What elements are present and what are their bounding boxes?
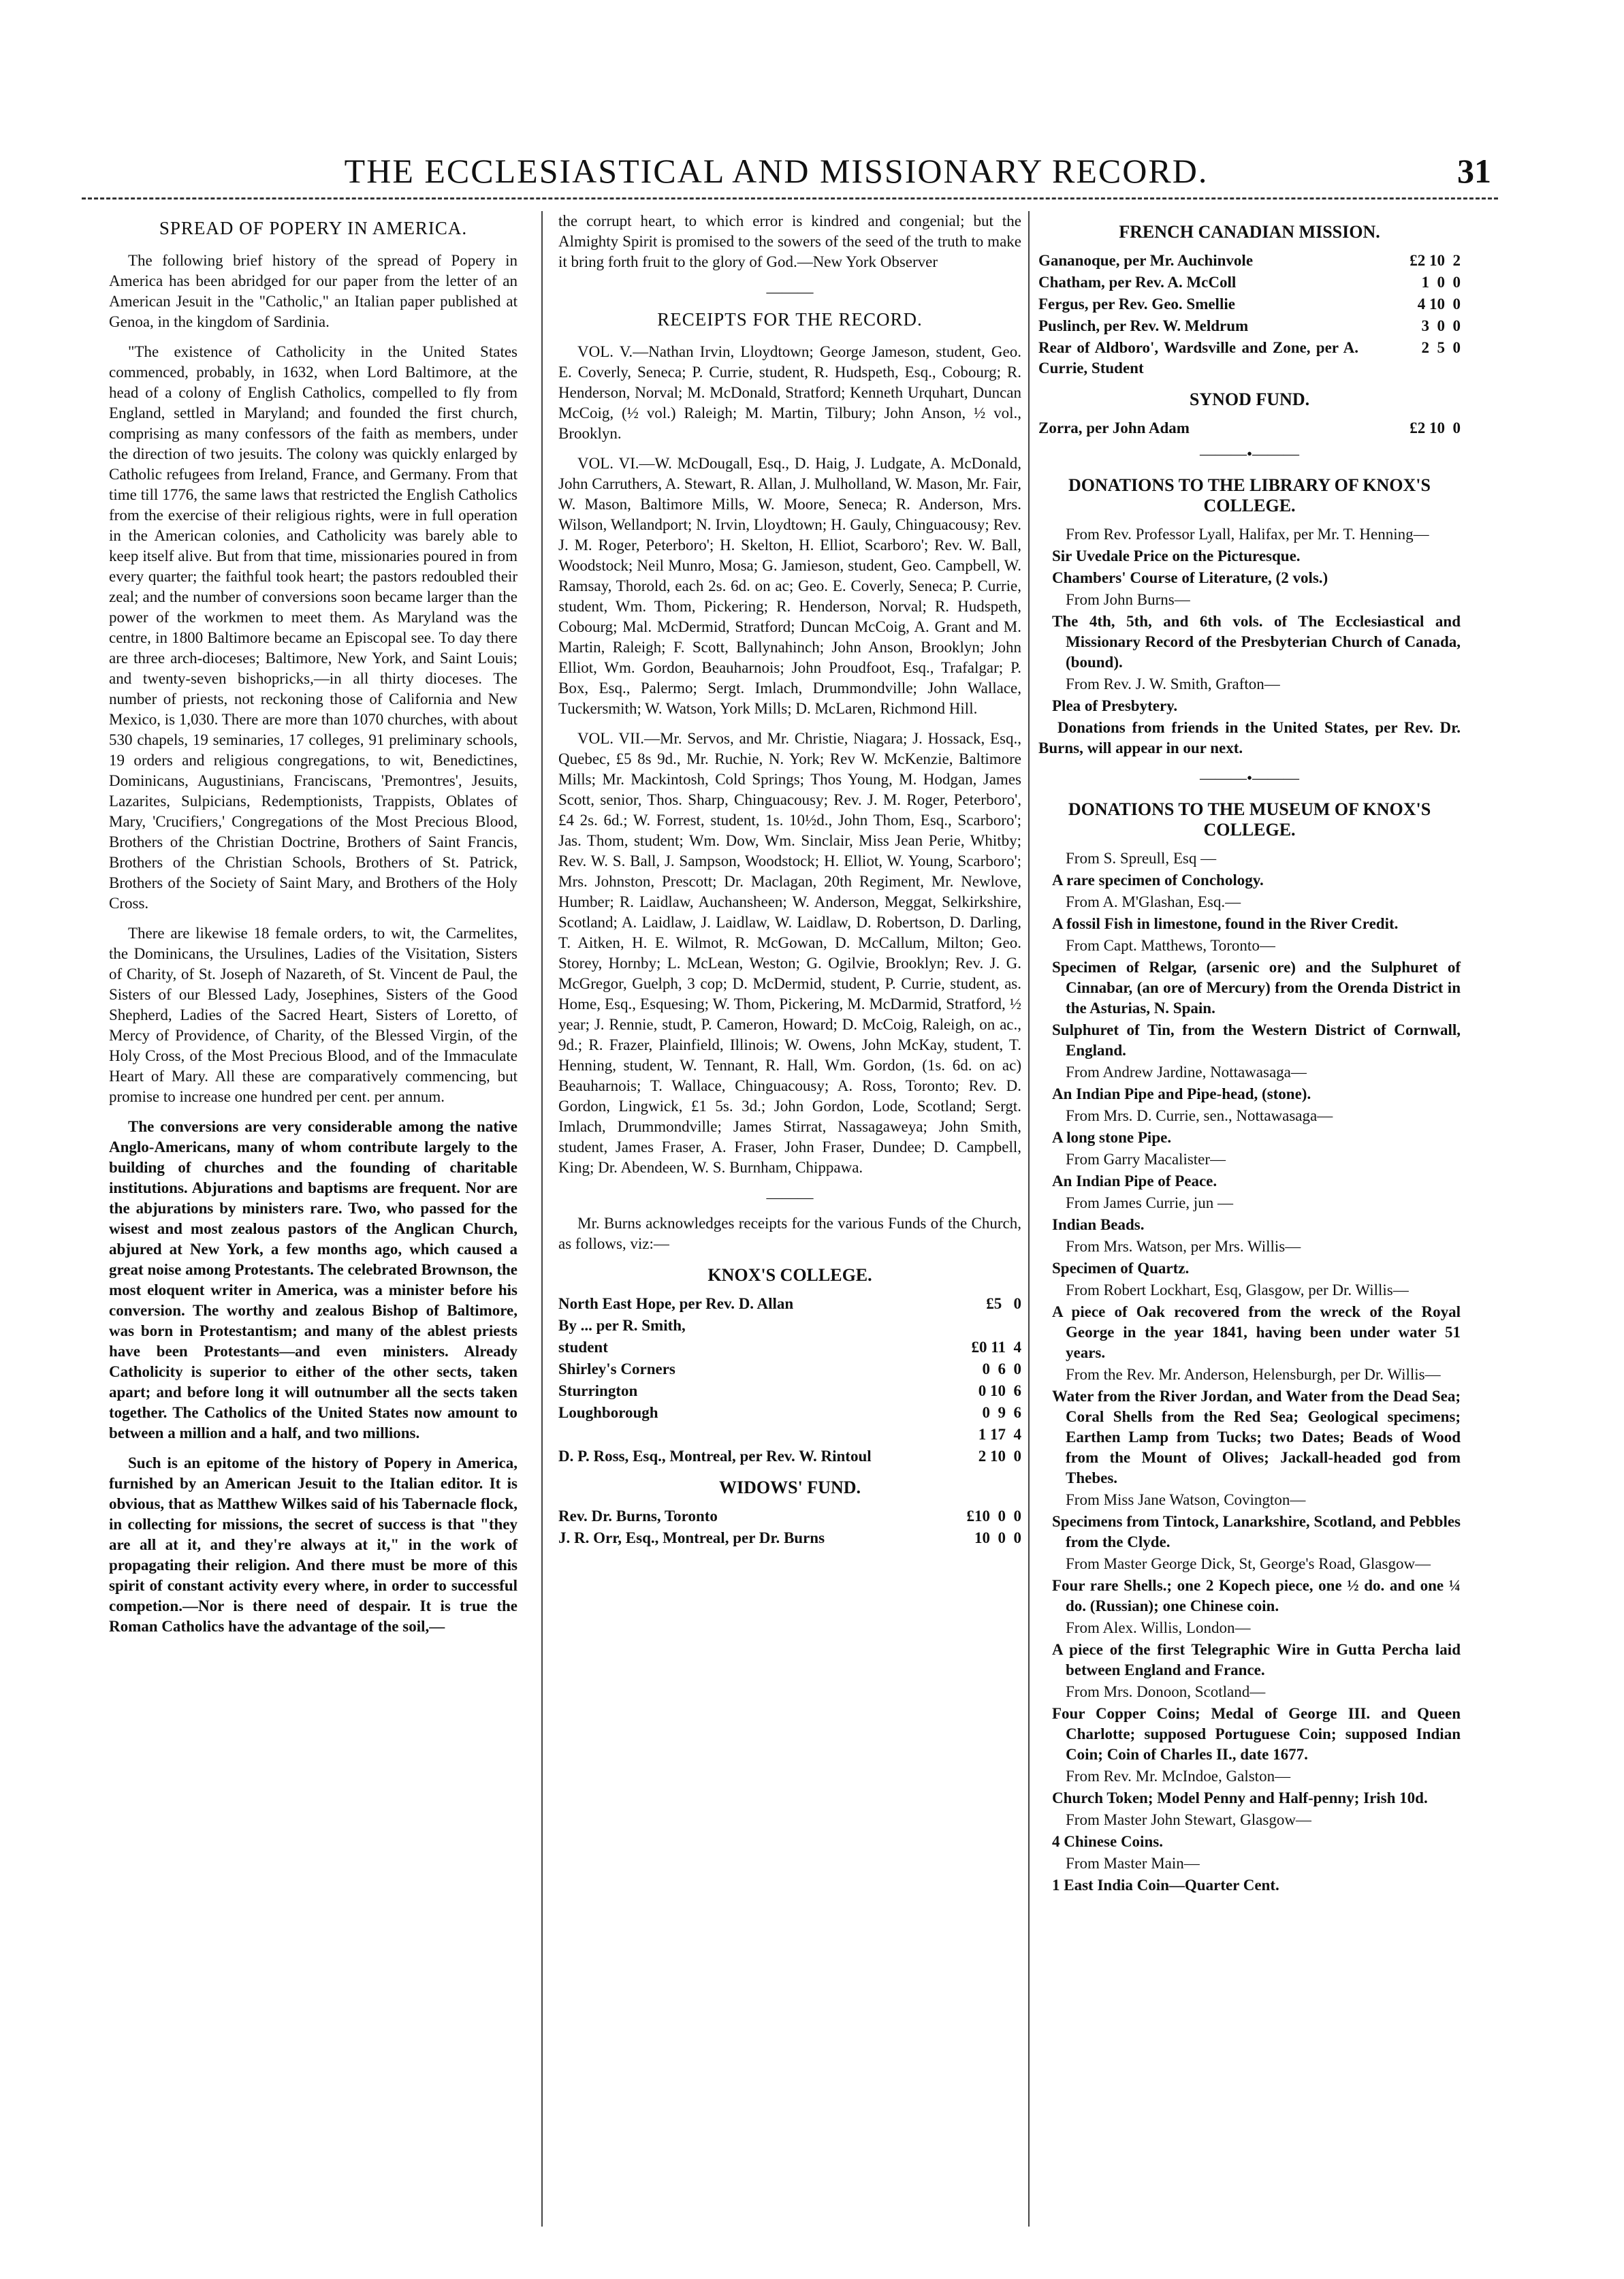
receipts-list xyxy=(558,342,1021,1178)
fund-row xyxy=(558,1381,1021,1401)
donor-line: From Capt. Matthews, Toronto— xyxy=(1066,937,1275,954)
article-body xyxy=(109,251,518,1637)
donor-line: From Master John Stewart, Glasgow— xyxy=(1066,1811,1311,1828)
fund-name: student xyxy=(558,1339,608,1356)
donor-line: From Mrs. D. Currie, sen., Nottawasaga— xyxy=(1066,1107,1333,1124)
donor-line: From A. M'Glashan, Esq.— xyxy=(1066,893,1241,910)
library-note: Donations from friends in the United States, per Rev. Dr. Burns, will appear in our next. xyxy=(1038,719,1461,756)
article-paragraph: "The existence of Catholicity in the United States commenced, probably, in 1632, when Lord Baltimore, at the head of a colony of English Catholics, compelled to fly from England, settled in Maryland; and founded the first church, comprising as many confessors of the faith as members, under the direction of two jesuits. The colony was quickly enlarged by Catholic refugees from Ireland, France, and Germany. From that time till 1776, the same laws that restricted the English Catholics from the exercise of their religious rights, were in full operation in the American colonies, and Catholicity was barely able to keep itself alive. But from that time, missionaries poured in from every quarter; the faithful took heart; the pastors redoubled their zeal; and the number of conversions soon became larger than the power of the workmen to meet them. As Maryland was the centre, in 1800 Baltimore became an Episcopal see. To day there are three arch-dioceses; Baltimore, New York, and Saint Louis; and twenty-seven bishopricks,—in all thirty dioceses. The number of priests, not reckoning those of California and New Mexico, is 1,030. There are more than 1070 churches, with about 530 chapels, 19 seminaries, 17 colleges, 91 preliminary schools, 19 orders and religious congregations, to wit, Benedictines, Dominicans, Augustinians, Franciscans, 'Premontres', Jesuits, Lazarites, Sulpicians, Redemptionists, Trappists, Oblates of Mary, 'Crucifiers,' Congregations of the Most Precious Blood, Brothers of the Christian Doctrine, Brothers of Saint Francis, Brothers of the Christian Schools, Brothers of St. Patrick, Brothers of the Society of Saint Mary, and Brothers of the Holy Cross. xyxy=(109,343,518,912)
fund-amount: 0 6 0 xyxy=(982,1360,1021,1377)
fund-name: Rear of Aldboro', Wardsville and Zone, per A. Currie, Student xyxy=(1038,339,1358,377)
donation-item: A piece of the first Telegraphic Wire in Gutta Percha laid between England and France. xyxy=(1052,1641,1461,1678)
receipt-entry: VOL. VII.—Mr. Servos, and Mr. Christie, Niagara; J. Hossack, Esq., Quebec, £5 8s 9d., Mr. Ruchie, N. York; Rev W. McKenzie, Baltimore Mills; Mr. Mackintosh, Cold Springs; Thos Young, M. Hodgan, James Scott, senior, Thos. Sharp, Chinguacousy; Rev. J. M. Roger, Peterboro', £4 2s. 6d.; W. Forrest, student, 1s. 10½d., John Thom, Esq., Scarboro'; Jas. Thom, student; Wm. Dow, Wm. Sinclair, Miss Jean Perie, Whitby; Rev. W. S. Ball, J. Sampson, Woodstock; H. Elliot, W. Young, Scarboro'; Mrs. Johnston, Prescott; Dr. Maclagan, 20th Regiment, Mr. Newlove, Humber; R. Laidlaw, Auchansheen; W. Anderson, Meggat, Selkirkshire, Scotland; A. Laidlaw, J. Laidlaw, W. Laidlaw, D. Robertson, D. Darling, T. Aitken, H. E. Wilmot, R. McGowan, D. McCallum, Milton; Geo. Storey, Hornby; L. McLean, Weston; G. Ogilvie, Brooklyn; Rev. J. G. McGregor, Guelph, 3 cop; D. McDermid, student, P. Currie, student, as. Home, Esq., Esquesing; W. Thom, Pickering, M. McDarmid, Stratford, ½ year; J. Rennie, studt, P. Cameron, Howard; D. McCoig, Raleigh, on ac., 9d.; R. Frazer, Plainfield, Illinois; W. Owens, John McKay, student, T. Henning, student, W. Tennant, R. Hall, Wm. Gordon, (1s. 6d. on ac) Beauharnois; T. Wallace, Chinguacousy; A. Ross, Toronto; Rev. D. Gordon, Lingwick, £1 5s. 3d.; John Gordon, Lode, Scotland; Sergt. Imlach, Drummondville; James Stirrat, Nassagaweya; John Smith, student, James Fraser, A. Fraser, John Fraser, Dundee; D. Campbell, King; Dr. Abendeen, W. S. Burnham, Chippawa. xyxy=(558,730,1021,1176)
donor-line: From Mrs. Donoon, Scotland— xyxy=(1066,1683,1266,1700)
fund-row xyxy=(558,1316,1021,1336)
donation-item: Four rare Shells.; one 2 Kopech piece, one ½ do. and one ¼ do. (Russian); one Chinese coin. xyxy=(1052,1577,1461,1614)
article-heading: SPREAD OF POPERY IN AMERICA. xyxy=(159,218,468,238)
donor-line: From Alex. Willis, London— xyxy=(1066,1619,1251,1636)
fund-row xyxy=(558,1337,1021,1358)
fund-amount: £0 11 4 xyxy=(971,1339,1021,1356)
fund-amount: 1 17 4 xyxy=(978,1426,1021,1443)
receipts-heading: RECEIPTS FOR THE RECORD. xyxy=(657,309,923,330)
donation-item: An Indian Pipe and Pipe-head, (stone). xyxy=(1052,1085,1311,1102)
fund-name: Zorra, per John Adam xyxy=(1038,419,1190,436)
section-divider: ——— xyxy=(766,1189,814,1206)
fund-name: Chatham, per Rev. A. McColl xyxy=(1038,274,1237,291)
column-1 xyxy=(109,211,518,1646)
section-divider: ———•——— xyxy=(1199,445,1300,462)
fund-row xyxy=(1038,272,1461,293)
donor-line: From Garry Macalister— xyxy=(1066,1151,1226,1168)
donation-item: Indian Beads. xyxy=(1052,1216,1145,1233)
fund-name: Shirley's Corners xyxy=(558,1360,675,1377)
widows-fund-table xyxy=(558,1506,1021,1548)
fund-name: By ... per R. Smith, xyxy=(558,1317,686,1334)
donation-item: Four Copper Coins; Medal of George III. and Queen Charlotte; supposed Portuguese Coin; supposed Indian Coin; Coin of Charles II., date 1677. xyxy=(1052,1705,1461,1763)
donation-item: A fossil Fish in limestone, found in the River Credit. xyxy=(1052,915,1399,932)
section-divider: ——— xyxy=(766,283,814,300)
fund-amount: 4 10 0 xyxy=(1417,296,1461,313)
donor-line: From Miss Jane Watson, Covington— xyxy=(1066,1491,1306,1508)
fund-amount: £2 10 2 xyxy=(1410,252,1461,269)
fund-amount: £2 10 0 xyxy=(1410,419,1461,436)
article-paragraph: Such is an epitome of the history of Popery in America, furnished by an American Jesuit to the Italian editor. It is obvious, that as Matthew Wilkes said of his Tabernacle flock, in collecting for missions, the secret of success is that "they are all at it, and they're always at it," in the work of propagating their religion. And there must be more of this spirit of constant activity every where, in order to successful competion.—Nor is there need of despair. It is true the Roman Catholics have the advantage of the soil,— xyxy=(109,1454,518,1635)
fund-amount: 10 0 0 xyxy=(974,1529,1021,1546)
column-2 xyxy=(558,211,1021,1550)
article-continuation: the corrupt heart, to which error is kindred and congenial; but the Almighty Spirit is promised to the sowers of the seed of the truth to make it bring forth fruit to the glory of God.—New York Observer xyxy=(558,212,1021,270)
donation-item: Plea of Presbytery. xyxy=(1052,697,1178,714)
fund-row xyxy=(558,1403,1021,1423)
library-donations xyxy=(1038,524,1461,716)
receipt-entry: VOL. V.—Nathan Irvin, Lloydtown; George Jameson, student, Geo. E. Coverly, Seneca; P. Currie, student, R. Hudspeth, Esq., Cobourg; R. Henderson, Norval; M. McDonald, Stratford; Kenneth Urquhart, Duncan McCoig, (½ vol.) Raleigh; M. Martin, Tilbury; John Anson, ½ vol., Brooklyn. xyxy=(558,343,1021,442)
donor-line: From Andrew Jardine, Nottawasaga— xyxy=(1066,1064,1307,1081)
library-heading: DONATIONS TO THE LIBRARY OF KNOX'S COLLEGE. xyxy=(1068,475,1431,515)
french-mission-heading: FRENCH CANADIAN MISSION. xyxy=(1119,222,1380,242)
donor-line: From S. Spreull, Esq — xyxy=(1066,850,1217,867)
article-paragraph: The conversions are very considerable among the native Anglo-Americans, many of whom contribute largely to the building of churches and the founding of charitable institutions. Abjurations and baptisms are frequent. Nor are the abjurations by ministers rare. Two, who passed for the wisest and most zealous pastors of the Anglican Church, abjured at New York, a few months ago, which caused a great noise among Protestants. The celebrated Brownson, the most eloquent writer in America, was a minister before his conversion. The worthy and zealous Bishop of Baltimore, was born in Protestantism; and many of the ablest priests have been Protestants—and even ministers. Already Catholicity is superior to either of the other sects, taken apart; and before long it will outnumber all the sects taken together. The Catholics of the United States now amount to between a million and a half, and two millions. xyxy=(109,1118,518,1441)
fund-amount: 0 9 6 xyxy=(982,1404,1021,1421)
fund-row xyxy=(1038,316,1461,336)
fund-row xyxy=(1038,251,1461,271)
donation-item: A rare specimen of Conchology. xyxy=(1052,872,1264,889)
fund-name: Loughborough xyxy=(558,1404,658,1421)
donation-item: Sulphuret of Tin, from the Western District of Cornwall, England. xyxy=(1052,1021,1461,1059)
donation-item: Specimens from Tintock, Lanarkshire, Scotland, and Pebbles from the Clyde. xyxy=(1052,1513,1461,1550)
museum-donations xyxy=(1038,848,1461,1896)
fund-row xyxy=(558,1424,1021,1445)
fund-name xyxy=(558,1424,919,1445)
fund-name: J. R. Orr, Esq., Montreal, per Dr. Burns xyxy=(558,1529,825,1546)
fund-name: Sturrington xyxy=(558,1382,638,1399)
fund-name: Fergus, per Rev. Geo. Smellie xyxy=(1038,296,1235,313)
knox-college-heading: KNOX'S COLLEGE. xyxy=(707,1265,872,1285)
fund-row xyxy=(1038,418,1461,439)
donation-item: Chambers' Course of Literature, (2 vols.) xyxy=(1052,569,1328,586)
donor-line: From Rev. J. W. Smith, Grafton— xyxy=(1066,675,1280,692)
donation-item: Specimen of Quartz. xyxy=(1052,1260,1190,1277)
donation-item: Sir Uvedale Price on the Picturesque. xyxy=(1052,547,1301,564)
donation-item: Specimen of Relgar, (arsenic ore) and the Sulphuret of Cinnabar, (an ore of Mercury) from the Orenda District in the Asturias, N. Spain. xyxy=(1052,959,1461,1017)
column-3 xyxy=(1038,211,1461,1897)
fund-row xyxy=(558,1506,1021,1527)
fund-amount: 1 0 0 xyxy=(1421,274,1461,291)
page-header xyxy=(61,151,1491,192)
donor-line: From Rev. Mr. McIndoe, Galston— xyxy=(1066,1768,1291,1785)
fund-amount: £5 0 xyxy=(986,1295,1021,1312)
article-paragraph: The following brief history of the spread of Popery in America has been abridged for our paper from the letter of an American Jesuit in the "Catholic," an Italian paper published at Genoa, in the kingdom of Sardinia. xyxy=(109,252,518,330)
donor-line: From James Currie, jun — xyxy=(1066,1194,1233,1211)
page-number: 31 xyxy=(1457,152,1491,190)
section-divider: ———•——— xyxy=(1199,769,1300,786)
fund-row xyxy=(1038,338,1461,379)
donor-line: From Mrs. Watson, per Mrs. Willis— xyxy=(1066,1238,1301,1255)
fund-name: Rev. Dr. Burns, Toronto xyxy=(558,1508,718,1525)
fund-row xyxy=(558,1294,1021,1314)
synod-fund-table xyxy=(1038,418,1461,439)
donor-line: From John Burns— xyxy=(1066,591,1190,608)
burns-intro: Mr. Burns acknowledges receipts for the various Funds of the Church, as follows, viz:— xyxy=(558,1215,1021,1252)
donation-item: 1 East India Coin—Quarter Cent. xyxy=(1052,1877,1279,1894)
donation-item: An Indian Pipe of Peace. xyxy=(1052,1173,1217,1190)
donation-item: Church Token; Model Penny and Half-penny; Irish 10d. xyxy=(1052,1789,1428,1806)
donor-line: From Robert Lockhart, Esq, Glasgow, per Dr. Willis— xyxy=(1066,1281,1409,1298)
donor-line: From Master Main— xyxy=(1066,1855,1200,1872)
fund-amount xyxy=(919,1316,1021,1336)
fund-row xyxy=(558,1528,1021,1548)
museum-heading: DONATIONS TO THE MUSEUM OF KNOX'S COLLEGE. xyxy=(1068,799,1431,840)
fund-name: D. P. Ross, Esq., Montreal, per Rev. W. Rintoul xyxy=(558,1448,872,1465)
fund-row xyxy=(1038,294,1461,315)
widows-fund-heading: WIDOWS' FUND. xyxy=(718,1478,861,1497)
column-divider xyxy=(1028,211,1030,2227)
donor-line: From the Rev. Mr. Anderson, Helensburgh, per Dr. Willis— xyxy=(1066,1366,1441,1383)
fund-name: North East Hope, per Rev. D. Allan xyxy=(558,1295,794,1312)
donation-item: A piece of Oak recovered from the wreck of the Royal George in the year 1841, having been under water 51 years. xyxy=(1052,1303,1461,1361)
fund-amount: 2 10 0 xyxy=(978,1448,1021,1465)
donation-item: The 4th, 5th, and 6th vols. of The Ecclesiastical and Missionary Record of the Presbyterian Church of Canada, (bound). xyxy=(1052,613,1461,671)
donation-item: Water from the River Jordan, and Water from the Dead Sea; Coral Shells from the Red Sea; Geological specimens; Earthen Lamp from Tucks; two Dates; Beads of Wood from the Mount of Olives; Jackall-headed god from Thebes. xyxy=(1052,1388,1461,1486)
fund-amount: 3 0 0 xyxy=(1421,317,1461,334)
page-title: THE ECCLESIASTICAL AND MISSIONARY RECORD. xyxy=(344,152,1209,190)
donation-item: A long stone Pipe. xyxy=(1052,1129,1172,1146)
header-rule xyxy=(82,197,1498,200)
donation-item: 4 Chinese Coins. xyxy=(1052,1833,1163,1850)
column-divider xyxy=(541,211,543,2227)
french-mission-table xyxy=(1038,251,1461,379)
fund-row xyxy=(558,1359,1021,1380)
receipt-entry: VOL. VI.—W. McDougall, Esq., D. Haig, J. Ludgate, A. McDonald, John Carruthers, A. Stewart, R. Allan, J. Mulholland, W. Mason, Mr. Fair, W. Mason, Baltimore Mills, W. Moore, Seneca; R. Anderson, Mrs. Wilson, Wellandport; N. Irvin, Lloydtown; H. Gauly, Chinguacousy; Rev. J. M. Roger, Peterboro'; H. Skelton, H. Elliot, Scarboro'; Rev. W. Ball, Woodstock; Neil Munro, Mosa; G. Jamieson, student, Geo. Campbell, W. Ramsay, Thorold, each 2s. 6d. on ac; Geo. E. Coverly, Seneca; P. Currie, student, Wm. Thom, Pickering; R. Henderson, Norval; R. Hudspeth, Cobourg; Mal. McDermid, Stratford; Duncan McCoig, A. Grant and M. Martin, Raleigh; F. Scott, Ballynahinch; John Anson, Brooklyn; John Elliot, Wm. Gordon, Beauharnois; John Proudfoot, Esq., Trafalgar; P. Box, Esq., Palermo; Sergt. Imlach, Drummondville; John Wallace, Tuckersmith; W. Watson, York Mills; D. McLaren, Richmond Hill. xyxy=(558,455,1021,717)
fund-amount: 0 10 6 xyxy=(978,1382,1021,1399)
fund-row xyxy=(558,1446,1021,1467)
knox-college-table xyxy=(558,1294,1021,1467)
fund-name: Puslinch, per Rev. W. Meldrum xyxy=(1038,317,1249,334)
fund-amount: £10 0 0 xyxy=(966,1508,1021,1525)
fund-amount: 2 5 0 xyxy=(1421,339,1461,356)
article-paragraph: There are likewise 18 female orders, to wit, the Carmelites, the Dominicans, the Ursulines, Ladies of the Visitation, Sisters of Charity, of St. Joseph of Nazareth, of St. Vincent de Paul, the Sisters of our Blessed Lady, Josephines, Sisters of the Good Shepherd, Ladies of the Sacred Heart, Sisters of Loretto, of Mercy of Providence, of Charity, of the Blessed Virgin, of the Holy Cross, of the Most Precious Blood, and of the Immaculate Heart of Mary. All these are comparatively commencing, but promise to increase one hundred per cent. per annum. xyxy=(109,925,518,1105)
donor-line: From Master George Dick, St, George's Road, Glasgow— xyxy=(1066,1555,1431,1572)
donor-line: From Rev. Professor Lyall, Halifax, per Mr. T. Henning— xyxy=(1066,526,1429,543)
fund-name: Gananoque, per Mr. Auchinvole xyxy=(1038,252,1254,269)
synod-fund-heading: SYNOD FUND. xyxy=(1189,389,1310,409)
